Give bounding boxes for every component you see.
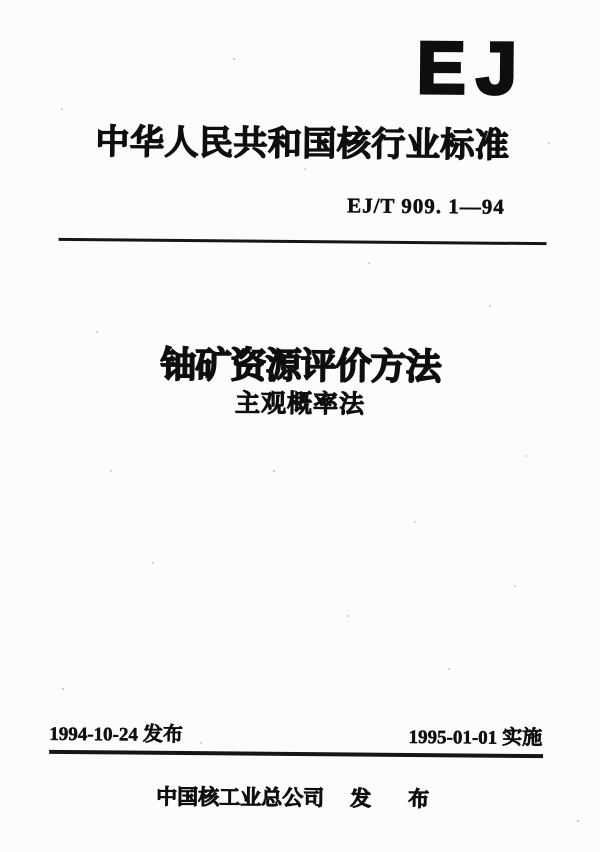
- title-block: [0, 341, 600, 421]
- publisher-row: [0, 779, 597, 814]
- implementation-date-value: 1995-01-01: [408, 726, 498, 749]
- bottom-rule: [49, 750, 543, 758]
- implementation-date-label: 实施: [502, 726, 543, 750]
- standard-number: EJ/T 909. 1—94: [347, 193, 505, 219]
- issue-date-value: 1994-10-24: [49, 723, 138, 746]
- issue-date: [49, 717, 183, 747]
- scan-noise-speckles: [0, 0, 2, 2]
- publisher-name: 中国核工业总公司: [156, 785, 325, 811]
- top-rule: [59, 238, 547, 245]
- publish-action-label: 发 布: [350, 787, 438, 812]
- document-subtitle: 主观概率法: [235, 389, 366, 419]
- ej-logo: EJ: [416, 26, 528, 110]
- implementation-date: [408, 720, 542, 750]
- standard-heading: 中华人民共和国核行业标准: [95, 123, 510, 165]
- issue-date-label: 发布: [142, 723, 183, 746]
- dates-row: [49, 717, 542, 750]
- document-title: 铀矿资源评价方法: [160, 343, 441, 388]
